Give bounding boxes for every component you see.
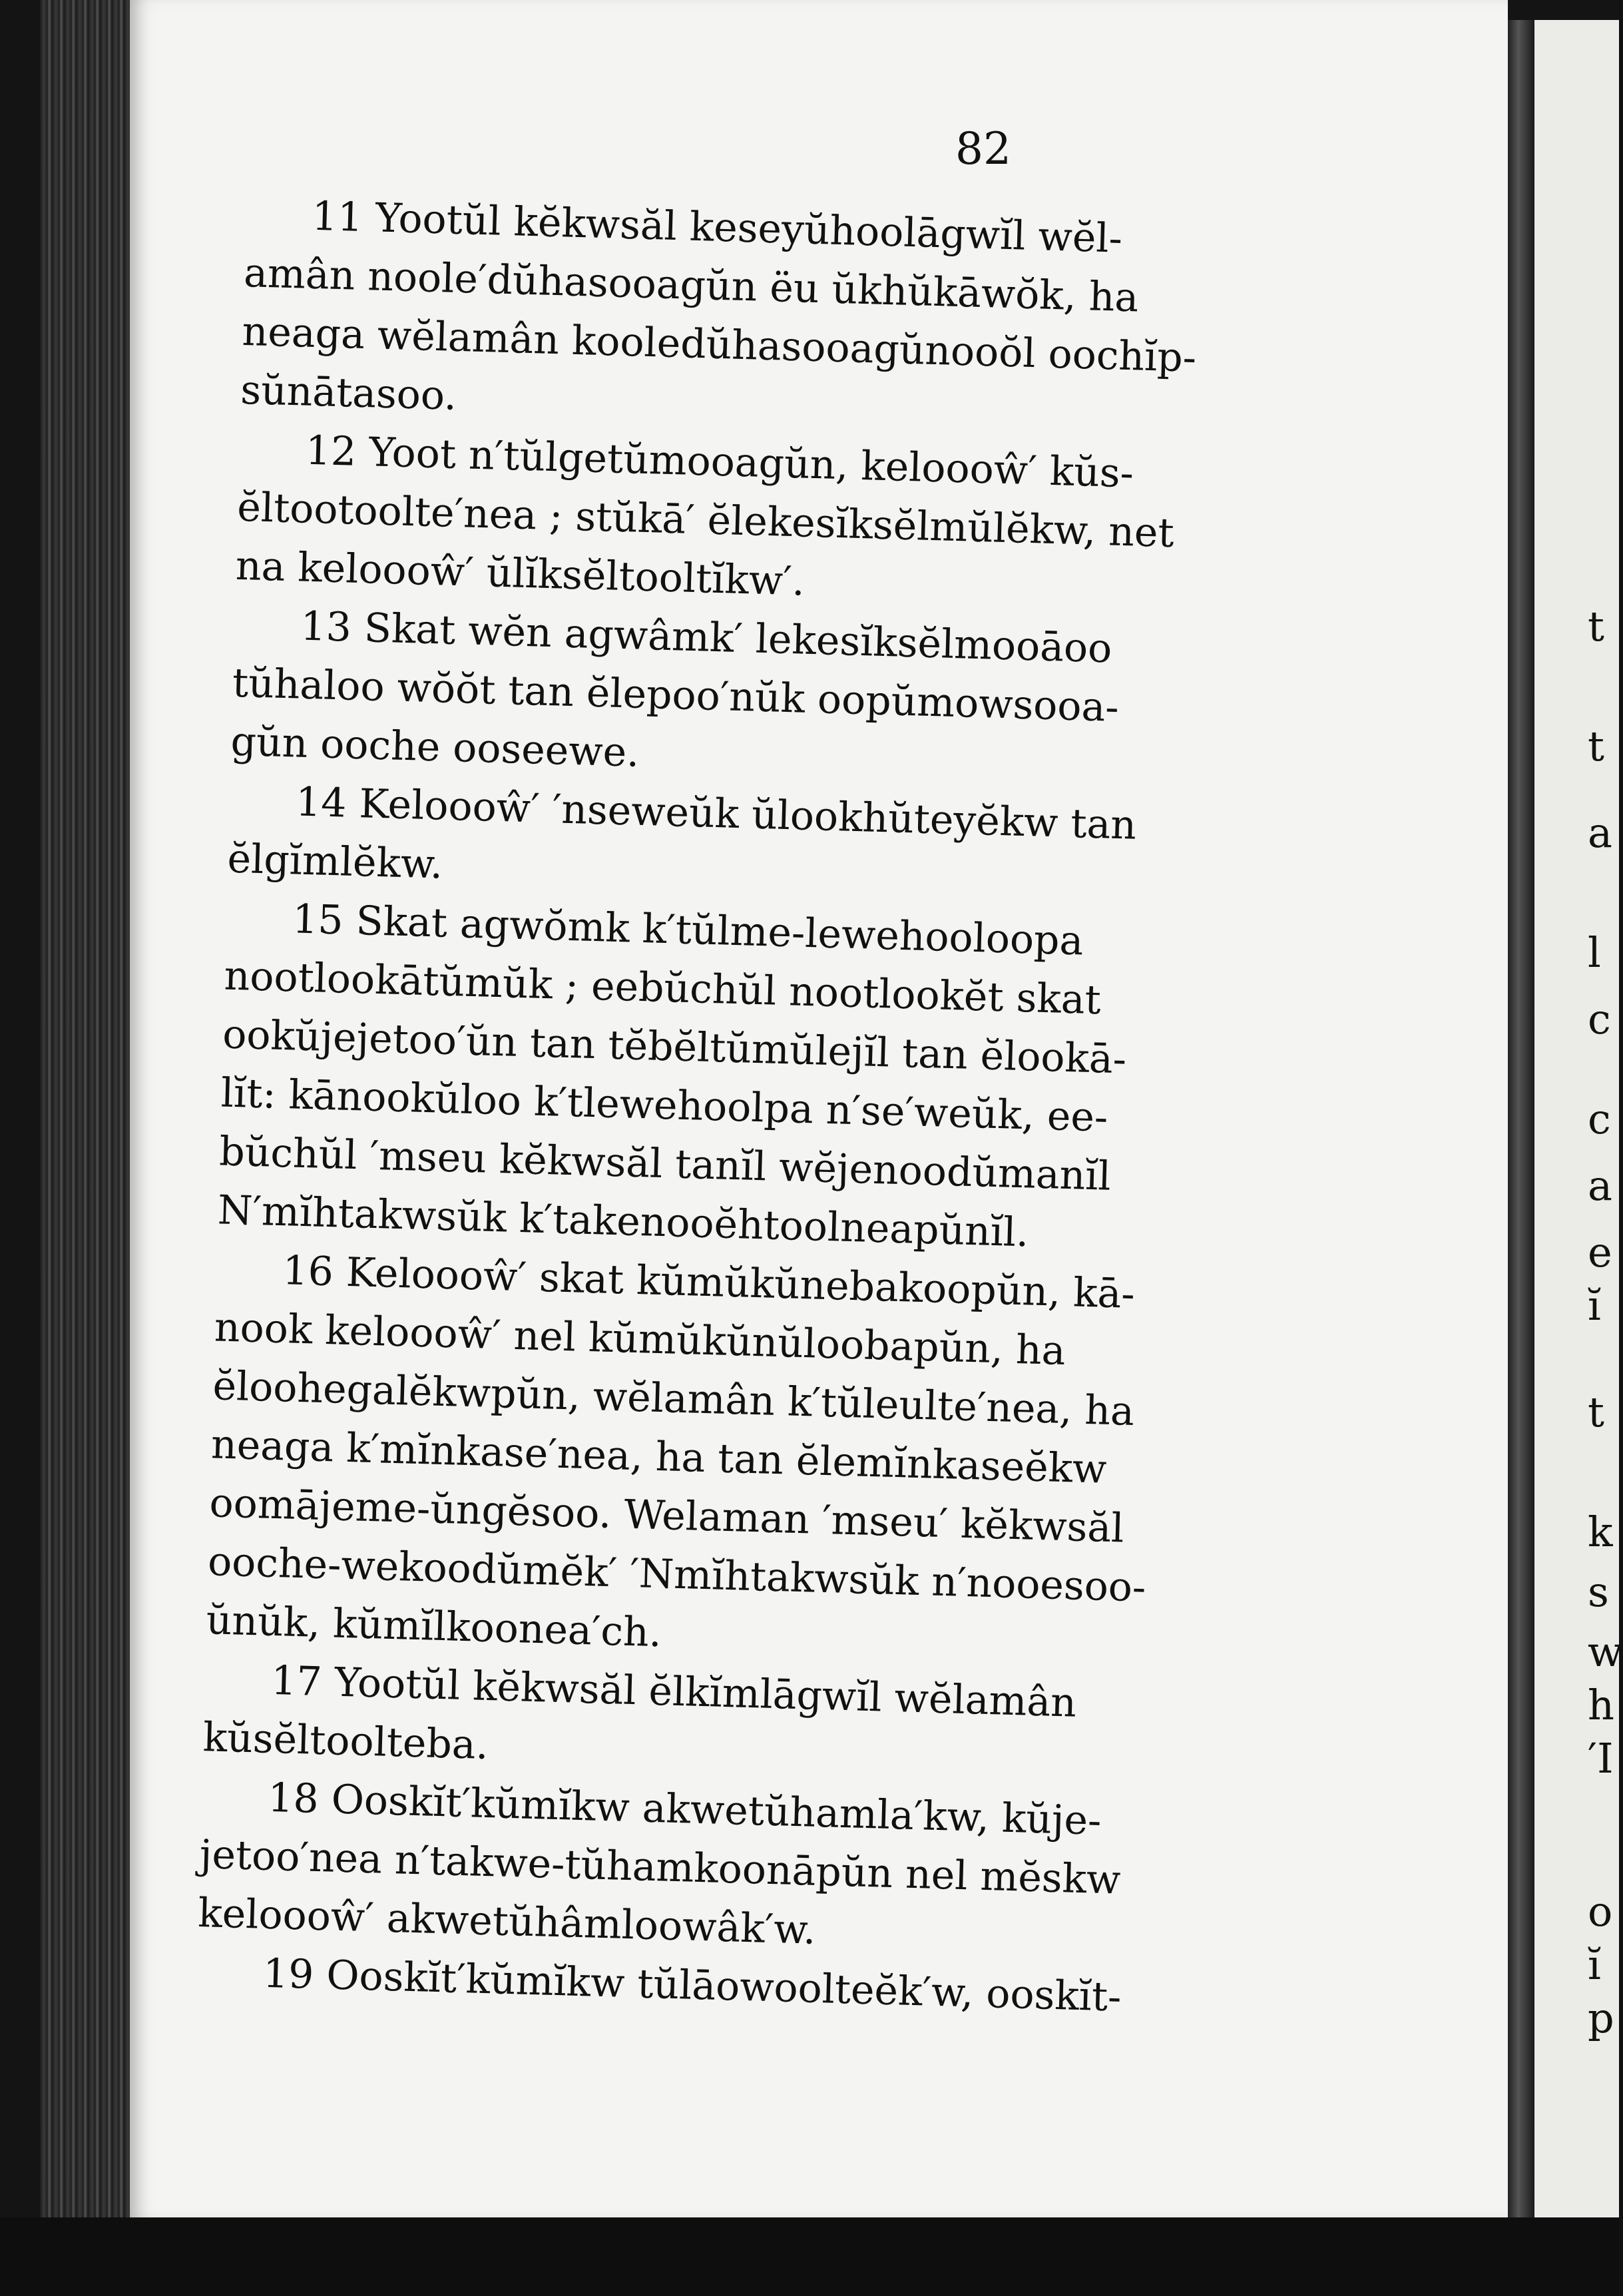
verse-line: 18 Ooskĭt′kŭmĭkw akwetŭhamla′kw, kŭje- bbox=[267, 1774, 1102, 1845]
page-number: 82 bbox=[955, 123, 1011, 174]
verse-line: oomājeme-ŭngĕsoo. Welaman ′mseu′ kĕkwsăl bbox=[208, 1480, 1125, 1552]
facing-page-letter: ĭ bbox=[1588, 1940, 1601, 1989]
facing-page-letter: s bbox=[1588, 1568, 1609, 1616]
verse-line: 12 Yoot n′tŭlgetŭmooagŭn, keloooŵ′ kŭs- bbox=[304, 427, 1134, 497]
verse-8 bbox=[197, 1767, 1373, 1975]
facing-page-letter: t bbox=[1588, 602, 1604, 651]
verse-line: ooche-wekoodŭmĕk′ ′Nmĭhtakwsŭk n′nooesoo- bbox=[207, 1538, 1147, 1611]
facing-page-letter: ′I bbox=[1588, 1734, 1614, 1783]
verse-line: jetoo′nea n′takwe-tŭhamkoonāpŭn nel mĕskw bbox=[198, 1831, 1122, 1904]
book-binding-edge bbox=[40, 0, 133, 2296]
verse-line: na keloooŵ′ ŭlĭksĕltooltĭkw′. bbox=[235, 542, 806, 605]
facing-page-letter: a bbox=[1588, 1161, 1612, 1210]
verse-line: kŭsĕltoolteba. bbox=[202, 1714, 489, 1769]
verse-6 bbox=[206, 1239, 1389, 1682]
verse-line: N′mĭhtakwsŭk k′takenooĕhtoolneapŭnĭl. bbox=[217, 1187, 1030, 1257]
verse-line: 13 Skat wĕn agwâmk′ lekesĭksĕlmooāoo bbox=[300, 603, 1113, 673]
verse-line: 14 Keloooŵ′ ′nseweŭk ŭlookhŭteyĕkw tan bbox=[295, 778, 1137, 849]
verse-1 bbox=[240, 185, 1417, 452]
verse-line: nook keloooŵ′ nel kŭmŭkŭnŭloobapŭn, ha bbox=[214, 1304, 1066, 1375]
verse-3 bbox=[230, 595, 1406, 804]
facing-page-letter: k bbox=[1588, 1508, 1613, 1556]
verse-line: 16 Keloooŵ′ skat kŭmŭkŭnebakoopŭn, kā- bbox=[282, 1247, 1136, 1318]
facing-page-letter: w bbox=[1588, 1627, 1623, 1676]
verse-line: ĕloohegalĕkwpŭn, wĕlamân k′tŭleulte′nea, ha bbox=[212, 1362, 1135, 1435]
facing-page-letter: o bbox=[1588, 1887, 1613, 1936]
verse-line: ŭnŭk, kŭmĭlkoonea′ch. bbox=[205, 1597, 662, 1657]
verse-line: keloooŵ′ akwetŭhâmloowâk′w. bbox=[197, 1890, 817, 1954]
verse-line: tŭhaloo wŏŏt tan ĕlepoo′nŭk oopŭmowsooa- bbox=[232, 659, 1120, 731]
facing-page-letter: t bbox=[1588, 1388, 1604, 1436]
verse-line: nootlookātŭmŭk ; eebŭchŭl nootlookĕt skat bbox=[223, 952, 1102, 1024]
facing-page-letter: h bbox=[1588, 1681, 1614, 1729]
verse-line: neaga wĕlamân kooledŭhasooagŭnooŏl oochĭp- bbox=[241, 308, 1197, 382]
facing-page-letter: t bbox=[1588, 722, 1604, 770]
verse-2 bbox=[235, 420, 1411, 628]
verse-line: neaga k′mĭnkase′nea, ha tan ĕlemĭnkaseĕkw bbox=[210, 1421, 1108, 1493]
facing-page-letter: c bbox=[1588, 1095, 1611, 1143]
verse-line: 15 Skat agwŏmk k′tŭlme-lewehooloopa bbox=[292, 896, 1084, 965]
verse-line: bŭchŭl ′mseu kĕkwsăl tanĭl wĕjenoodŭmanĭl bbox=[218, 1128, 1112, 1200]
scan-bottom-margin bbox=[0, 2217, 1619, 2296]
verse-line: 17 Yootŭl kĕkwsăl ĕlkĭmlāgwĭl wĕlamân bbox=[270, 1657, 1077, 1727]
facing-page bbox=[1534, 20, 1623, 2217]
book-gutter bbox=[1508, 20, 1534, 2217]
verse-line: gŭn ooche ooseewe. bbox=[230, 718, 640, 776]
verse-5 bbox=[217, 888, 1398, 1273]
facing-page-letter: c bbox=[1588, 995, 1611, 1043]
verse-line: ookŭjejetoo′ŭn tan tĕbĕltŭmŭlejĭl tan ĕlookā- bbox=[222, 1011, 1127, 1083]
verse-line: lĭt: kānookŭloo k′tlewehoolpa n′se′weŭk, ee- bbox=[220, 1069, 1109, 1141]
verse-line: ĕlgĭmlĕkw. bbox=[226, 835, 444, 888]
facing-page-letter: e bbox=[1588, 1228, 1612, 1277]
verse-line: sŭnātasoo. bbox=[240, 366, 458, 420]
verse-line: 11 Yootŭl kĕkwsăl keseyŭhoolāgwĭl wĕl- bbox=[311, 192, 1123, 262]
facing-page-letter: a bbox=[1588, 808, 1612, 857]
verse-line: ĕltootoolte′nea ; stŭkā′ ĕlekesĭksĕlmŭlĕkw, net bbox=[236, 483, 1175, 557]
facing-page-letter: ĭ bbox=[1588, 1281, 1601, 1330]
page-text-block bbox=[196, 185, 1417, 2034]
verse-line: amân noole′dŭhasooagŭn ëu ŭkhŭkāwŏk, ha bbox=[243, 249, 1140, 322]
facing-page-letter: l bbox=[1588, 928, 1601, 977]
verse-line: 19 Ooskĭt′kŭmĭkw tŭlāowoolteĕk′w, ooskĭt- bbox=[262, 1950, 1122, 2021]
facing-page-letter: p bbox=[1588, 1994, 1614, 2042]
